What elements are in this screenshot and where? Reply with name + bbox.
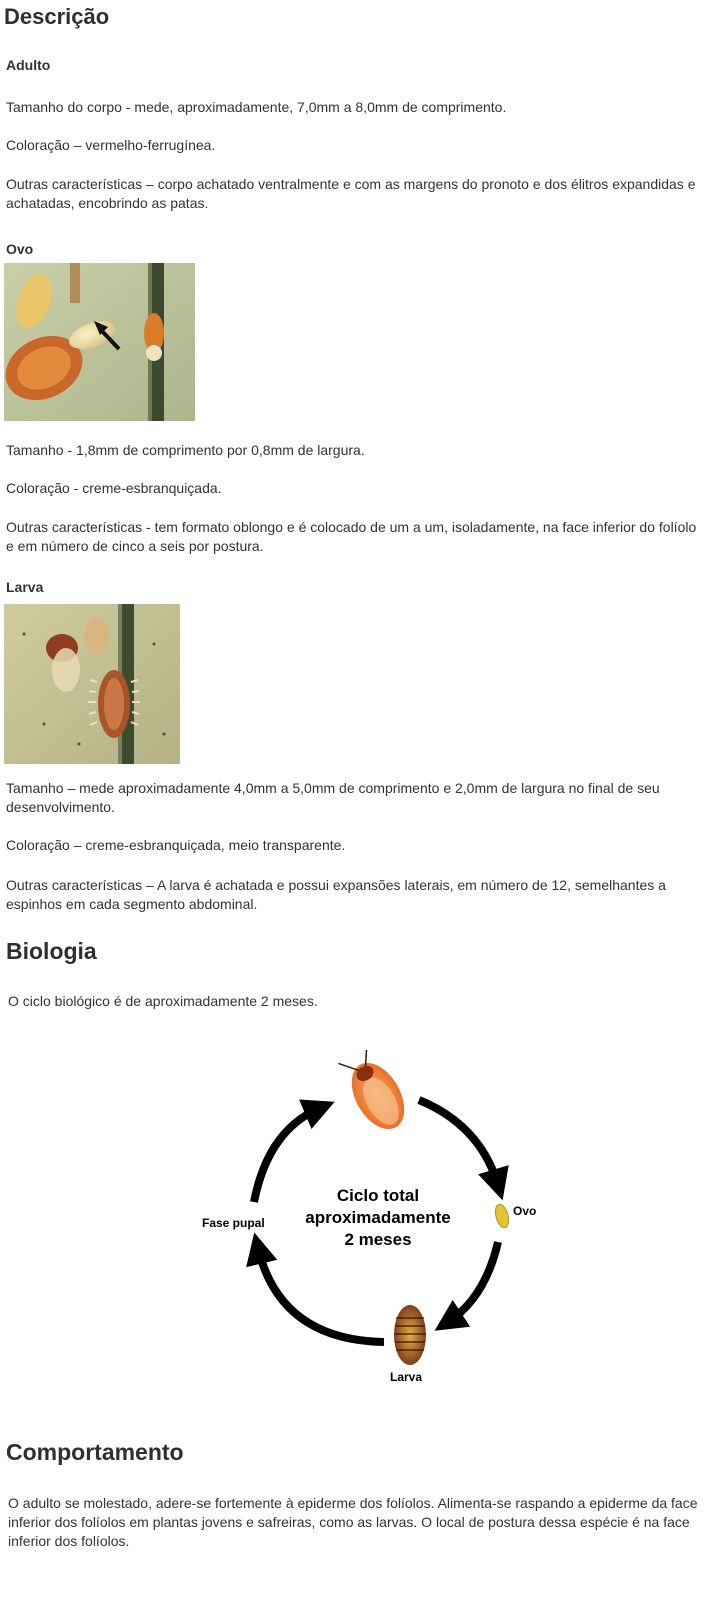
larva-coloracao: Coloração – creme-esbranquiçada, meio transparente. <box>6 837 346 853</box>
cycle-center-line-3: 2 meses <box>344 1230 412 1249</box>
section-title-descricao: Descrição <box>4 4 110 29</box>
larva-tamanho: Tamanho – mede aproximadamente 4,0mm a 5,0mm de comprimento e 2,0mm de largura no final de seu desenvolvimento. <box>6 780 660 815</box>
adult-beetle-icon <box>334 1050 415 1138</box>
cycle-label-larva: Larva <box>389 1370 423 1384</box>
larva-photo <box>4 604 180 764</box>
cycle-label-pupa: Fase pupal <box>202 1216 265 1230</box>
cycle-center-line-2: aproximadamente <box>305 1208 451 1227</box>
heading-adulto: Adulto <box>6 57 51 73</box>
larva-icon <box>394 1305 426 1365</box>
cycle-arrow-adult-to-ovo <box>419 1100 498 1185</box>
ovo-coloracao: Coloração - creme-esbranquiçada. <box>6 480 222 496</box>
larva-outras: Outras características – A larva é achatada e possui expansões laterais, em número de 12, semelhantes a espinhos em cada segmento abdominal. <box>6 877 666 912</box>
cycle-label-ovo: Ovo <box>513 1204 537 1218</box>
section-title-biologia: Biologia <box>6 938 97 964</box>
ovo-photo <box>4 263 195 421</box>
cycle-arrow-ovo-to-larva <box>448 1242 498 1322</box>
comportamento-text: O adulto se molestado, adere-se fortemente à epiderme dos folíolos. Alimenta-se raspando a epiderme da face inferior dos folíolos em plantas jovens e safreiras, como as larvas. O local de postura dessa espécie é na face inferior dos folíolos. <box>8 1495 698 1549</box>
section-title-comportamento: Comportamento <box>6 1439 184 1465</box>
ovo-tamanho: Tamanho - 1,8mm de comprimento por 0,8mm de largura. <box>6 442 365 458</box>
heading-ovo: Ovo <box>6 241 34 257</box>
biologia-text: O ciclo biológico é de aproximadamente 2 meses. <box>8 993 318 1009</box>
ovo-outras: Outras características - tem formato oblongo e é colocado de um a um, isoladamente, na face inferior do folíolo e em número de cinco a seis por postura. <box>6 519 697 554</box>
adulto-coloracao: Coloração – vermelho-ferrugínea. <box>6 137 216 153</box>
egg-icon <box>493 1203 511 1229</box>
heading-larva: Larva <box>6 579 44 595</box>
cycle-center-line-1: Ciclo total <box>336 1186 420 1205</box>
cycle-arrow-larva-to-pupa <box>258 1248 384 1342</box>
life-cycle-diagram <box>190 1050 550 1400</box>
cycle-arrow-pupa-to-adult <box>254 1108 320 1202</box>
adulto-outras: Outras características – corpo achatado ventralmente e com as margens do pronoto e dos élitros expandidas e achatadas, encobrindo as patas. <box>6 176 696 211</box>
adulto-tamanho: Tamanho do corpo - mede, aproximadamente, 7,0mm a 8,0mm de comprimento. <box>6 99 507 115</box>
